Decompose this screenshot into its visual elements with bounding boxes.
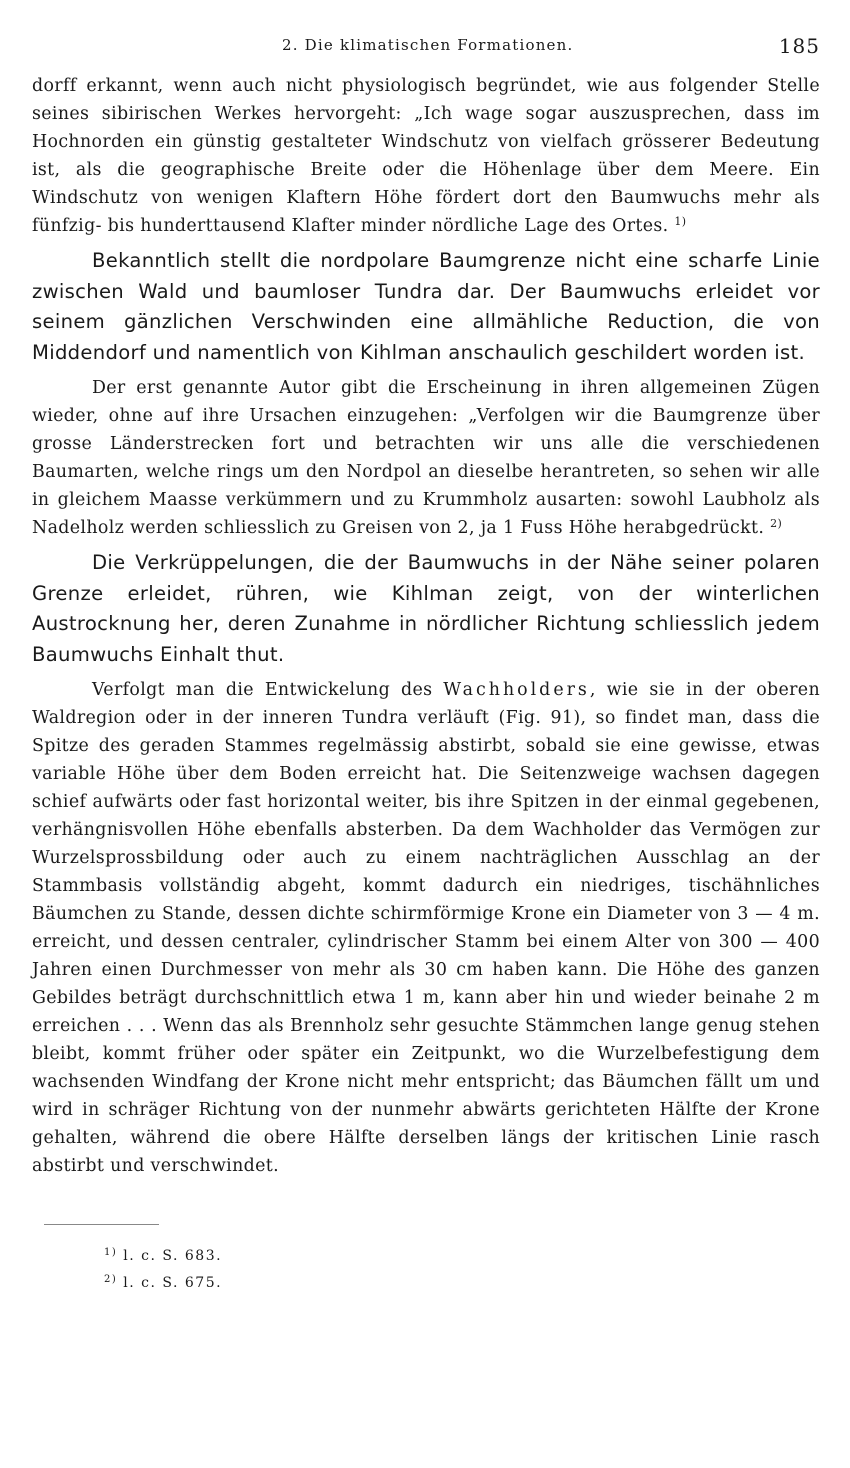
footnotes (104, 1241, 820, 1295)
running-title: 2. Die klimatischen Formationen. (282, 36, 574, 54)
paragraph-erscheinung (32, 374, 820, 542)
book-page (32, 28, 820, 1295)
footnote-mark: 1) (104, 1247, 118, 1258)
page-number: 185 (778, 34, 820, 58)
footnote-text: l. c. S. 675. (123, 1275, 223, 1291)
paragraph-text-after: , wie sie in der oberen Waldregion oder in der inneren Tundra verläuft (Fig. 91), so findet man, dass die Spitze des geraden Stammes regelmässig abstirbt, sobald sie eine gewisse, etwas variable Höhe über dem Boden erreicht hat. Die Seitenzweige wachsen dagegen schief aufwärts oder fast horizontal weiter, bis ihre Spitzen in der einmal gegebenen, verhängnisvollen Höhe ebenfalls absterben. Da dem Wachholder das Vermögen zur Wurzelsprossbildung oder auch zu einem nachträglichen Ausschlag an der Stammbasis vollständig abgeht, kommt dadurch ein niedriges, tischähnliches Bäumchen zu Stande, dessen dichte schirmförmige Krone ein Diameter von 3 — 4 m. erreicht, und dessen centraler, cylindrischer Stamm bei einem Alter von 300 — 400 Jahren einen Durchmesser von mehr als 30 cm haben kann. Die Höhe des ganzen Gebildes beträgt durchschnittlich etwa 1 m, kann aber hin und wieder beinahe 2 m erreichen . . . Wenn das als Brennholz sehr gesuchte Stämmchen lange genug stehen bleibt, kommt früher oder später ein Zeitpunkt, wo die Wurzelbefestigung dem wachsenden Windfang der Krone nicht mehr entspricht; das Bäumchen fällt um und wird in schräger Richtung von der nunmehr abwärts gerichteten Hälfte der Krone gehalten, während die obere Hälfte derselben längs der kritischen Linie rasch abstirbt und verschwindet. (32, 680, 820, 1176)
paragraph-text-before: Verfolgt man die Entwickelung des (92, 680, 444, 700)
paragraph-text: dorff erkannt, wenn auch nicht physiologisch begründet, wie aus folgender Stelle seines sibirischen Werkes hervorgeht: „Ich wage sogar auszusprechen, dass im Hochnorden ein günstig gestalteter Windschutz von vielfach grösserer Bedeutung ist, als die geographische Breite oder die Höhenlage über dem Meere. Ein Windschutz von wenigen Klaftern Höhe fördert dort den Baumwuchs mehr als fünfzig- bis hunderttausend Klafter minder nördliche Lage des Ortes. (32, 76, 820, 236)
footnote-1 (104, 1241, 820, 1268)
running-head (32, 28, 820, 68)
paragraph-text: Der erst genannte Autor gibt die Erscheinung in ihren allgemeinen Zügen wieder, ohne auf ihre Ursachen einzugehen: „Verfolgen wir die Baumgrenze über grosse Länderstrecken fort und betrachten wir uns alle die verschiedenen Baumarten, welche rings um den Nordpol an dieselbe herantreten, so sehen wir alle in gleichem Maasse verkümmern und zu Krummholz ausarten: sowohl Laubholz als Nadelholz werden schliesslich zu Greisen von 2, ja 1 Fuss Höhe herabgedrückt. (32, 378, 820, 538)
paragraph-middendorff-quote (32, 72, 820, 240)
footnote-ref-2: 2) (770, 517, 783, 530)
paragraph-verkrueppelungen: Die Verkrüppelungen, die der Baumwuchs in der Nähe seiner polaren Grenze erleidet, rühren, wie Kihlman zeigt, von der winterlichen Austrocknung her, deren Zunahme in nördlicher Richtung schliesslich jedem Baumwuchs Einhalt thut. (32, 551, 820, 666)
paragraph-baumgrenze: Bekanntlich stellt die nordpolare Baumgrenze nicht eine scharfe Linie zwischen Wald und baumloser Tundra dar. Der Baumwuchs erleidet vor seinem gänzlichen Verschwinden eine allmähliche Reduction, die von Middendorf und namentlich von Kihlman anschaulich geschildert worden ist. (32, 249, 820, 364)
paragraph-wachholder (32, 676, 820, 1180)
footnote-ref-1: 1) (674, 215, 687, 228)
footnote-divider (44, 1224, 159, 1225)
footnote-text: l. c. S. 683. (123, 1248, 223, 1264)
spaced-term: Wachholders (443, 680, 590, 700)
footnote-mark: 2) (104, 1274, 118, 1285)
footnote-2 (104, 1268, 820, 1295)
